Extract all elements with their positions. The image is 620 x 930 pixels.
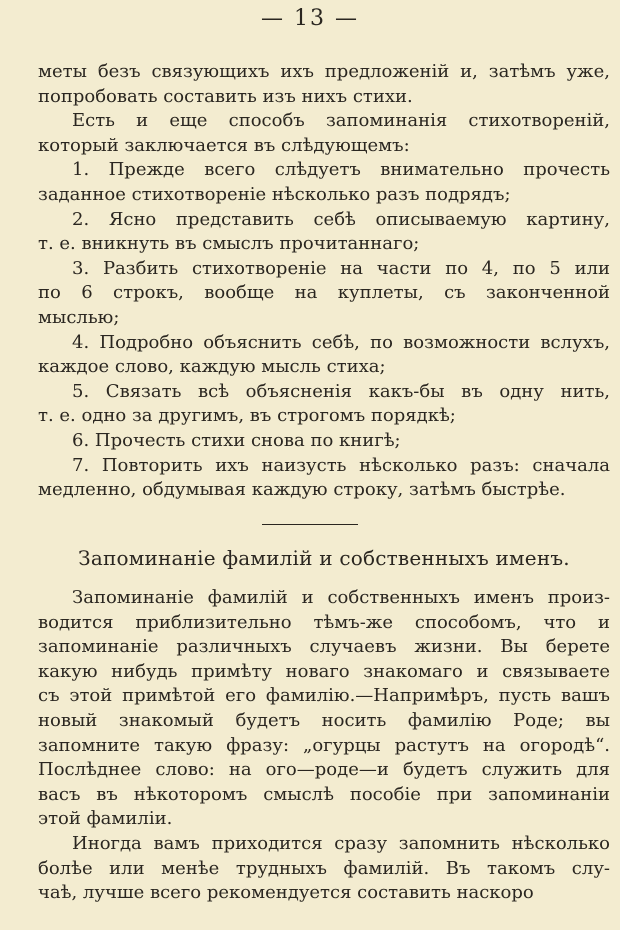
text-line: васъ въ нѣкоторомъ смыслѣ пособіе при запоминаніи (38, 783, 610, 805)
text-line: этой фамиліи. (38, 808, 173, 830)
text-line: запоминаніе различныхъ случаевъ жизни. Вы берете (38, 636, 610, 658)
page-number: — 13 — (261, 6, 359, 31)
text-line: 3. Разбить стихотвореніе на части по 4, по 5 или (72, 257, 610, 279)
text-line: съ этой примѣтой его фамилію.—Напримѣръ, пусть вашъ (38, 685, 610, 707)
text-line: каждое слово, каждую мысль стиха; (38, 356, 386, 378)
text-line: чаѣ, лучше всего рекомендуется составить наскоро (38, 882, 534, 904)
text-line: меты безъ связующихъ ихъ предложеній и, затѣмъ уже, (38, 61, 610, 82)
text-line: т. е. одно за другимъ, въ строгомъ порядкѣ; (38, 405, 456, 427)
section-divider (262, 524, 358, 525)
text-line: 4. Подробно объяснить себѣ, по возможности вслухъ, (72, 331, 610, 353)
text-line: Иногда вамъ приходится сразу запомнить нѣсколько (72, 832, 610, 854)
text-line: Послѣднее слово: на ого—роде—и будетъ служить для (38, 759, 610, 781)
text-line: водится приблизительно тѣмъ-же способомъ, что и (38, 611, 610, 633)
text-line: 6. Прочесть стихи снова по книгѣ; (72, 429, 401, 451)
text-line: который заключается въ слѣдующемъ: (38, 134, 410, 156)
text-line: запомните такую фразу: „огурцы растутъ на огородѣ“. (38, 734, 610, 756)
text-line: медленно, обдумывая каждую строку, затѣмъ быстрѣе. (38, 479, 566, 501)
text-line: попробовать составить изъ нихъ стихи. (38, 85, 413, 107)
text-line: Запоминаніе фамилій и собственныхъ именъ произ- (72, 587, 610, 608)
text-line: 7. Повторить ихъ наизусть нѣсколько разъ: сначала (72, 454, 610, 476)
text-line: заданное стихотвореніе нѣсколько разъ подрядъ; (38, 183, 511, 205)
top-text-block (38, 60, 610, 503)
text-line: Есть и еще способъ запоминанія стихотвореній, (72, 110, 610, 132)
text-line: болѣе или менѣе трудныхъ фамилій. Въ такомъ слу- (38, 857, 610, 879)
text-line: т. е. вникнуть въ смыслъ прочитаннаго; (38, 233, 420, 255)
bottom-text-block (38, 586, 610, 906)
text-line: 2. Ясно представить себѣ описываемую картину, (72, 208, 610, 230)
text-line: новый знакомый будетъ носить фамилію Роде; вы (38, 709, 610, 731)
text-line: какую нибудь примѣту новаго знакомаго и связываете (38, 660, 610, 682)
text-line: 5. Связать всѣ объясненія какъ-бы въ одну нить, (72, 380, 610, 402)
text-line: мыслью; (38, 306, 120, 328)
section-heading: Запоминаніе фамилій и собственныхъ именъ. (78, 546, 570, 570)
text-line: по 6 строкъ, вообще на куплеты, съ законченной (38, 282, 610, 304)
text-line: 1. Прежде всего слѣдуетъ внимательно прочесть (72, 159, 610, 181)
